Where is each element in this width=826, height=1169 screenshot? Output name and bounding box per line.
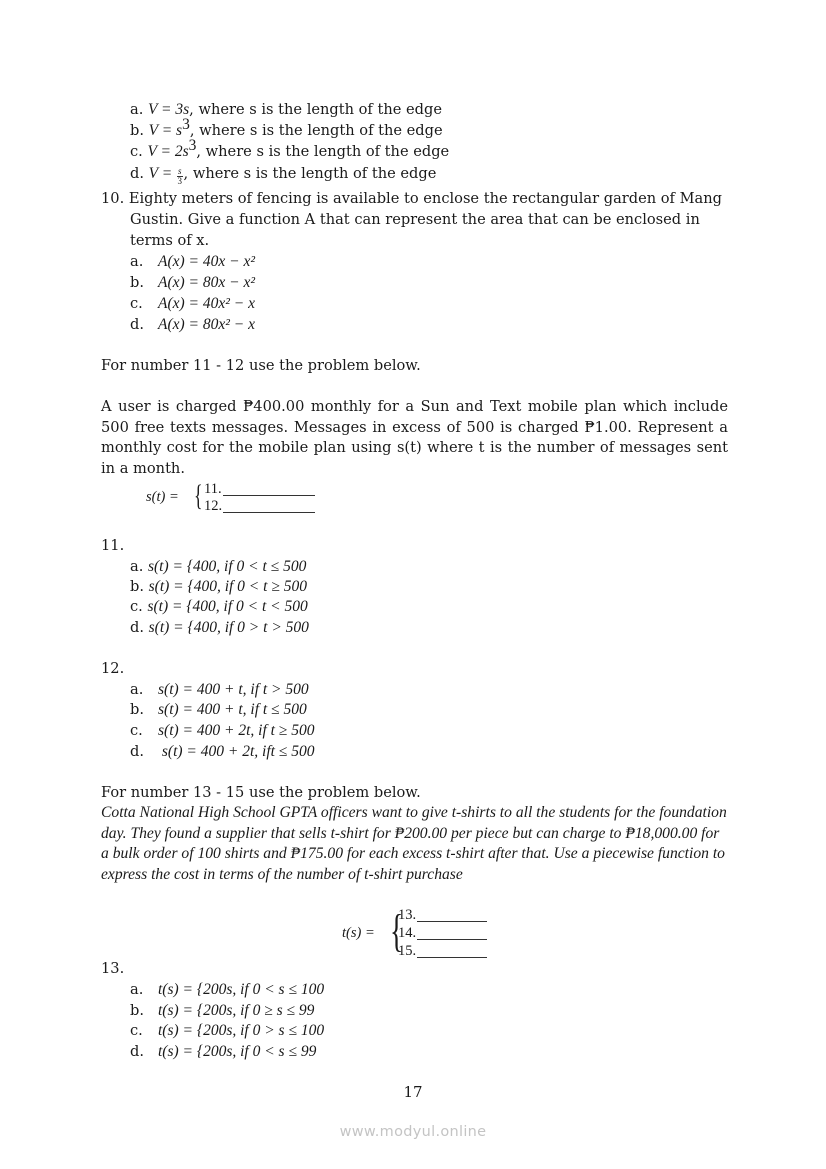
q10-option-a (130, 252, 255, 272)
blank-label: 13. (398, 907, 417, 923)
option-formula: A(x) = 40x − x² (158, 253, 255, 270)
q11-number: 11. (101, 537, 125, 554)
answer-blank-15[interactable] (417, 957, 487, 958)
function-lhs: s(t) = (146, 489, 179, 505)
q12-option-d (130, 742, 314, 762)
problem-13-15: Cotta National High School GPTA officers want to give t-shirts to all the students for the foundation day. They found a supplier that sells t-shirt for ₱200.00 per piece but can charge to ₱18,000.00 for a bulk order of 100 shirts and ₱175.00 for each excess t-shirt after that. Use a piecewise function to express the cost in terms of the number of t-shirt purchase (101, 804, 727, 883)
blank-row-11 (204, 482, 315, 496)
blank-label: 12. (204, 498, 223, 514)
q10-option-d (130, 315, 255, 335)
option-formula: s(t) = {400, if 0 < t ≥ 500 (148, 578, 307, 595)
question-text: Eighty meters of fencing is available to enclose the rectangular garden of Mang (128, 190, 722, 207)
instruction-13-15: For number 13 - 15 use the problem below. (101, 784, 421, 801)
q12-number: 12. (101, 660, 125, 677)
fraction-denominator: 3 (177, 176, 183, 186)
option-formula: s(t) = {400, if 0 > t > 500 (148, 619, 309, 636)
brace-symbol: { (390, 905, 404, 956)
option-letter: b. (130, 701, 144, 718)
option-formula: t(s) = {200s, if 0 > s ≤ 100 (158, 1022, 325, 1039)
option-letter: d. (130, 619, 144, 636)
q10-option-b (130, 273, 255, 293)
option-formula: A(x) = 80x − x² (158, 274, 255, 291)
option-formula: V = 3s (147, 101, 190, 118)
q10-stem-line2: Gustin. Give a function A that can represent the area that can be enclosed in (130, 211, 700, 228)
option-formula: s(t) = {400, if 0 < t < 500 (147, 598, 308, 615)
option-formula: t(s) = {200s, if 0 < s ≤ 100 (158, 981, 325, 998)
fraction (177, 167, 183, 186)
option-formula: s(t) = 400 + t, if t > 500 (158, 681, 309, 698)
option-letter: a. (130, 558, 144, 575)
option-letter: b. (130, 1002, 144, 1019)
option-text: , where s is the length of the edge (196, 143, 450, 160)
option-exponent: 3 (188, 137, 197, 154)
piecewise-t-of-s (342, 906, 502, 960)
blank-row-15 (398, 944, 487, 958)
option-formula: t(s) = {200s, if 0 < s ≤ 99 (158, 1043, 317, 1060)
option-letter: c. (130, 143, 143, 160)
blank-label: 14. (398, 925, 417, 941)
q13-number: 13. (101, 960, 125, 977)
answer-blank-14[interactable] (417, 939, 487, 940)
q9-option-a (130, 100, 442, 120)
q11-option-b (130, 577, 307, 597)
option-letter: c. (130, 1022, 143, 1039)
q10-option-c (130, 294, 255, 314)
option-formula: V = 2s (147, 143, 189, 160)
answer-blank-13[interactable] (417, 921, 487, 922)
option-letter: a. (130, 981, 144, 998)
watermark-link[interactable]: www.modyul.online (339, 1124, 487, 1140)
problem-11-12: A user is charged ₱400.00 monthly for a Sun and Text mobile plan which include 500 free texts messages. Messages in excess of 500 is charged ₱1.00. Represent a monthly cost for the mobile plan using s(t) where t is the number of messages sent in a month. (101, 398, 728, 477)
option-text: , where s is the length of the edge (189, 122, 443, 139)
brace-symbol: { (194, 479, 203, 512)
q9-option-d (130, 164, 436, 186)
blank-label: 11. (204, 481, 222, 497)
piecewise-s-of-t (146, 480, 326, 516)
option-letter: c. (130, 598, 143, 615)
instruction-11-12: For number 11 - 12 use the problem below. (101, 357, 421, 374)
q12-option-c (130, 721, 314, 741)
option-formula: s(t) = 400 + 2t, ift ≤ 500 (158, 743, 315, 760)
option-formula: t(s) = {200s, if 0 ≥ s ≤ 99 (158, 1002, 315, 1019)
question-number: 10. (101, 190, 125, 207)
blank-row-13 (398, 908, 487, 922)
q11-option-c (130, 597, 308, 617)
page-number: 17 (403, 1083, 423, 1101)
option-letter: b. (130, 578, 144, 595)
option-letter: c. (130, 295, 143, 312)
option-formula: s(t) = 400 + t, if t ≤ 500 (158, 701, 307, 718)
q12-option-b (130, 700, 307, 720)
q13-option-a (130, 980, 324, 1000)
fraction-numerator: s (178, 166, 182, 176)
function-lhs: t(s) = (342, 925, 375, 941)
option-letter: c. (130, 722, 143, 739)
q11-option-a (130, 557, 306, 577)
q11-option-d (130, 618, 309, 638)
option-letter: a. (130, 253, 144, 270)
option-letter: d. (130, 316, 144, 333)
option-letter: d. (130, 743, 144, 760)
q10-stem-line3: terms of x. (130, 232, 210, 249)
option-exponent: 3 (182, 116, 190, 133)
option-formula: s(t) = {400, if 0 < t ≤ 500 (147, 558, 307, 575)
q12-option-a (130, 680, 309, 700)
q9-option-c (130, 137, 450, 162)
option-formula: s(t) = 400 + 2t, if t ≥ 500 (158, 722, 315, 739)
q13-option-d (130, 1042, 316, 1062)
q10-stem-line1 (101, 189, 722, 209)
q9-option-b (130, 116, 443, 141)
option-letter: a. (130, 681, 144, 698)
blank-label: 15. (398, 943, 417, 959)
answer-blank-11[interactable] (223, 495, 315, 496)
q13-option-b (130, 1001, 314, 1021)
option-formula: V = s (148, 122, 183, 139)
option-letter: d. (130, 1043, 144, 1060)
q13-option-c (130, 1021, 324, 1041)
blank-row-12 (204, 499, 315, 513)
option-letter: b. (130, 274, 144, 291)
option-text: , where s is the length of the edge (189, 101, 442, 118)
option-text: , where s is the length of the edge (183, 165, 437, 182)
option-letter: a. (130, 101, 144, 118)
option-formula: A(x) = 80x² − x (158, 316, 255, 333)
blank-row-14 (398, 926, 487, 940)
answer-blank-12[interactable] (223, 512, 315, 513)
option-letter: b. (130, 122, 144, 139)
option-formula: V = (148, 165, 177, 182)
option-formula: A(x) = 40x² − x (158, 295, 255, 312)
option-letter: d. (130, 165, 144, 182)
